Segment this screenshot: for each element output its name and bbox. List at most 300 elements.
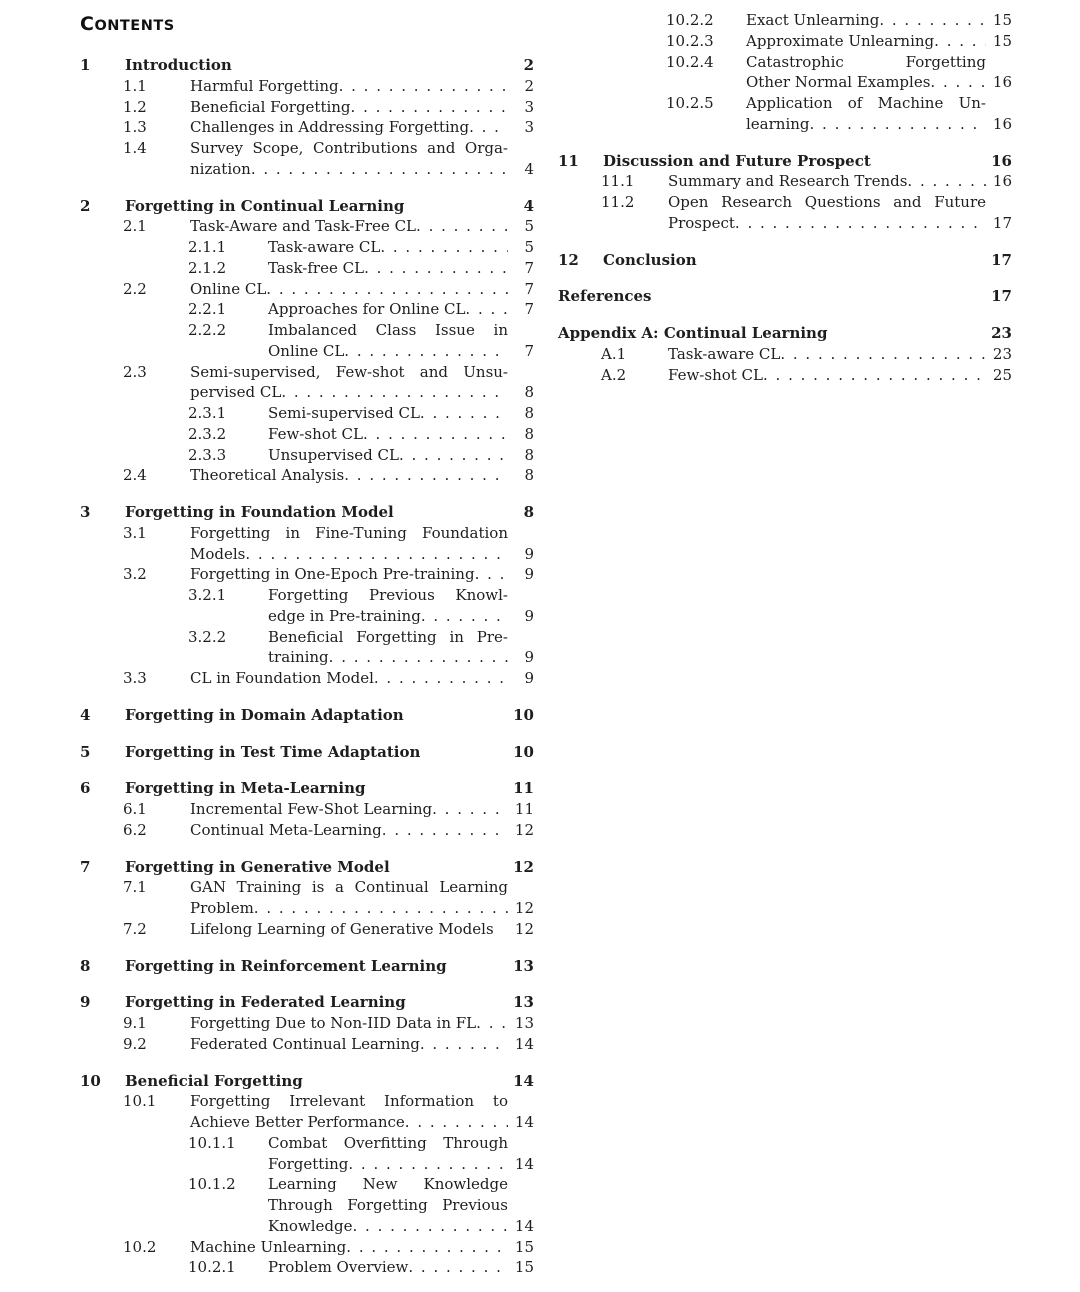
- toc-entry-number: 2.2: [123, 279, 147, 298]
- toc-entry-number: 12: [558, 250, 579, 269]
- toc-entry-title: Continual Meta-Learning: [190, 820, 382, 839]
- toc-entry-body: [746, 10, 1012, 31]
- toc-entry-body: [125, 55, 534, 76]
- toc-entry[interactable]: [80, 820, 534, 841]
- toc-entry-body: [668, 192, 1012, 234]
- toc-entry-body: [190, 279, 534, 300]
- toc-entry-body: [125, 742, 534, 763]
- toc-entry-body: [190, 1237, 534, 1258]
- toc-entry[interactable]: [80, 138, 534, 180]
- toc-entry-page: 12: [514, 899, 534, 917]
- toc-entry-body: [125, 1071, 534, 1092]
- toc-entry-body: [268, 1133, 534, 1175]
- toc-entry-number: 10.2.2: [666, 11, 714, 29]
- toc-entry-title: Online CL: [268, 341, 345, 360]
- toc-entry-page: 10: [513, 705, 534, 724]
- toc-entry[interactable]: [558, 344, 1012, 365]
- toc-entry-title: Approaches for Online CL: [268, 300, 466, 319]
- toc-entry[interactable]: [80, 445, 534, 466]
- toc-entry-page: 9: [524, 565, 534, 584]
- toc-entry[interactable]: [558, 250, 1012, 271]
- toc-entry-page: 8: [524, 424, 534, 443]
- toc-entry-page: 25: [992, 365, 1012, 384]
- toc-entry-number: 10.2: [123, 1237, 157, 1256]
- contents-heading-rest: ONTENTS: [94, 18, 175, 34]
- toc-entry-number: 1.4: [123, 139, 147, 157]
- toc-entry-body: [668, 171, 1012, 192]
- toc-entry-number: 5: [80, 742, 91, 761]
- toc-entry-page: 13: [513, 956, 534, 975]
- toc-entry-body: [268, 299, 534, 320]
- toc-entry-page: 9: [524, 544, 534, 563]
- toc-entry[interactable]: [80, 299, 534, 320]
- toc-entry[interactable]: [80, 627, 534, 669]
- toc-entry-page: 4: [523, 196, 534, 215]
- dot-leader: [329, 647, 508, 668]
- toc-entry-page: 8: [523, 503, 534, 521]
- toc-entry-body: [190, 216, 534, 237]
- toc-entry-page: 4: [524, 159, 534, 178]
- toc-entry-body: [125, 857, 534, 878]
- toc-entry-body: [190, 465, 534, 486]
- toc-entry[interactable]: [80, 403, 534, 424]
- toc-entry-title: Appendix A: Continual Learning: [558, 324, 828, 342]
- toc-entry-number: 2: [80, 196, 91, 215]
- toc-entry-title: Semi-supervised CL: [268, 404, 420, 422]
- dot-leader: [346, 1237, 508, 1258]
- toc-entry[interactable]: [80, 919, 534, 940]
- toc-entry-number: A.1: [601, 344, 627, 363]
- dot-leader: [930, 72, 986, 93]
- toc-entry-number: 4: [80, 705, 91, 724]
- dot-leader: [339, 76, 508, 97]
- toc-entry-title: Prospect: [668, 213, 735, 232]
- dot-leader: [416, 216, 508, 237]
- toc-entry-body: [190, 919, 534, 940]
- toc-entry[interactable]: [80, 857, 534, 878]
- toc-entry-number: 10.1.1: [188, 1133, 236, 1152]
- toc-entry-title-line: Learning New Knowledge: [268, 1175, 508, 1194]
- toc-entry-number: 10.2.3: [666, 31, 714, 50]
- toc-column-right: [558, 10, 1012, 1292]
- toc-entry-number: 2.2.1: [188, 300, 227, 319]
- toc-entry-page: 7: [524, 341, 534, 360]
- toc-entry-number: 3: [80, 503, 91, 521]
- toc-entry[interactable]: [80, 778, 534, 799]
- toc-entry-body: [190, 1091, 534, 1133]
- toc-entry[interactable]: [80, 279, 534, 300]
- toc-entry-body: [268, 1257, 534, 1278]
- toc-entry-title: Theoretical Analysis: [190, 466, 345, 485]
- toc-entry-number: 7.1: [123, 878, 147, 897]
- dot-leader: [465, 299, 508, 320]
- dot-leader: [763, 365, 986, 386]
- dot-leader: [364, 258, 508, 279]
- toc-entry[interactable]: [558, 93, 1012, 135]
- toc-entry[interactable]: [558, 52, 1012, 94]
- toc-entry-page: 15: [992, 11, 1012, 29]
- toc-entry-title: CL in Foundation Model: [190, 669, 374, 687]
- toc-entry-body: [125, 956, 534, 977]
- toc-entry-number: A.2: [601, 365, 627, 384]
- toc-entry-number: 7.2: [123, 919, 147, 938]
- toc-entry-body: [668, 365, 1012, 386]
- toc-column-left: [80, 10, 534, 1292]
- toc-entry-page: 5: [524, 217, 534, 236]
- toc-entry-number: 8: [80, 956, 91, 975]
- toc-entry-title: Few-shot CL: [268, 424, 363, 443]
- toc-entry-title-line: Forgetting Previous Knowl-: [268, 586, 508, 604]
- toc-entry-body: [190, 523, 534, 565]
- toc-entry-page: 8: [524, 445, 534, 464]
- toc-entry[interactable]: [80, 523, 534, 565]
- toc-entry-page: 2: [524, 76, 534, 95]
- toc-entry-number: 2.3: [123, 362, 147, 381]
- toc-entry[interactable]: [80, 1257, 534, 1278]
- dot-leader: [405, 1112, 508, 1133]
- toc-entry-page: 5: [524, 238, 534, 256]
- toc-entry-title-line: Combat Overfitting Through: [268, 1133, 508, 1152]
- toc-entry-body: [190, 117, 534, 138]
- toc-entry[interactable]: [80, 564, 534, 585]
- toc-entry[interactable]: [80, 362, 534, 404]
- toc-entry-title-line: GAN Training is a Continual Learning: [190, 878, 508, 897]
- toc-entry-number: 9.1: [123, 1014, 147, 1032]
- toc-entry-number: 9: [80, 993, 91, 1012]
- toc-entry-title: Task-Aware and Task-Free CL: [190, 217, 417, 236]
- toc-entry-number: 2.1: [123, 217, 147, 236]
- toc-entry-title: pervised CL: [190, 383, 282, 402]
- toc-entry-body: [268, 585, 534, 627]
- toc-entry-title: Beneficial Forgetting: [125, 1071, 303, 1090]
- toc-entry-number: 6: [80, 779, 91, 798]
- toc-entry-number: 1.1: [123, 76, 147, 95]
- toc-entry-title: Few-shot CL: [668, 365, 763, 384]
- toc-entry[interactable]: [558, 192, 1012, 234]
- dot-leader: [735, 213, 986, 234]
- toc-entry-page: 3: [524, 118, 534, 137]
- toc-entry[interactable]: [80, 216, 534, 237]
- toc-entry[interactable]: [558, 31, 1012, 52]
- toc-entry-page: 7: [524, 279, 534, 298]
- toc-entry-title: Approximate Unlearning: [746, 31, 935, 50]
- toc-entry-page: 9: [524, 669, 534, 687]
- toc-entry-title: Incremental Few-Shot Learning: [190, 800, 433, 818]
- toc-entry-title: Forgetting Due to Non-IID Data in FL: [190, 1014, 477, 1032]
- toc-entry[interactable]: [80, 799, 534, 820]
- toc-entry-number: 3.3: [123, 669, 147, 687]
- toc-entry-title-line: Catastrophic Forgetting: [746, 52, 986, 71]
- dot-leader: [421, 606, 508, 627]
- toc-entry-title: Federated Continual Learning: [190, 1034, 420, 1053]
- toc-entry-page: 16: [991, 151, 1012, 170]
- toc-entry-body: [190, 820, 534, 841]
- toc-entry-page: 23: [992, 344, 1012, 363]
- toc-entry[interactable]: [80, 585, 534, 627]
- toc-entry-number: 10.1: [123, 1092, 157, 1111]
- toc-entry-page: 15: [514, 1237, 534, 1256]
- dot-leader: [380, 237, 508, 258]
- toc-entry-title: Unsupervised CL: [268, 445, 399, 464]
- toc-entry[interactable]: [80, 1091, 534, 1133]
- toc-entry-body: [125, 196, 534, 217]
- toc-entry-title: Task-free CL: [268, 258, 365, 277]
- dot-leader: [254, 898, 508, 919]
- toc-entry-title: Forgetting in Test Time Adaptation: [125, 742, 421, 761]
- toc-entry[interactable]: [80, 742, 534, 763]
- toc-entry-body: [190, 362, 534, 404]
- toc-entry[interactable]: [80, 55, 534, 76]
- toc-entry-title: nization: [190, 159, 251, 178]
- toc-entry-title: Achieve Better Performance: [190, 1113, 405, 1131]
- toc-entry-title: Models: [190, 544, 246, 563]
- toc-entry-title: learning: [746, 114, 810, 133]
- toc-entry-body: [190, 76, 534, 97]
- toc-entry-body: [268, 320, 534, 362]
- dot-leader: [907, 171, 986, 192]
- toc-entry-page: 16: [992, 114, 1012, 133]
- toc-entry[interactable]: [80, 877, 534, 919]
- toc-entry-title: Forgetting in Domain Adaptation: [125, 705, 404, 724]
- toc-entry-number: 9.2: [123, 1034, 147, 1053]
- toc-entry-number: 1.2: [123, 97, 147, 116]
- toc-entry-page: 3: [524, 97, 534, 116]
- toc-entry[interactable]: [80, 320, 534, 362]
- dot-leader: [469, 117, 508, 138]
- toc-entry-number: 2.3.3: [188, 445, 227, 464]
- toc-entry-title-line: Beneficial Forgetting in Pre-: [268, 627, 508, 646]
- toc-entry-title: Forgetting in One-Epoch Pre-training: [190, 565, 475, 584]
- dot-leader: [810, 114, 986, 135]
- toc-entry-title: Machine Unlearning: [190, 1237, 347, 1256]
- toc-entry-number: 2.2.2: [188, 321, 227, 339]
- toc-entry-title-line: Semi-supervised, Few-shot and Unsu-: [190, 362, 508, 381]
- toc-entry-title: Forgetting in Reinforcement Learning: [125, 956, 447, 975]
- toc-entry-number: 7: [80, 857, 91, 876]
- toc-entry-title: training: [268, 648, 329, 667]
- toc-entry[interactable]: [80, 668, 534, 689]
- dot-leader: [266, 279, 508, 300]
- toc-entry[interactable]: [80, 258, 534, 279]
- toc-entry-title: Problem Overview: [268, 1258, 409, 1277]
- toc-entry-body: [603, 250, 1012, 271]
- toc-entry-number: 11: [558, 151, 579, 170]
- toc-entry[interactable]: [80, 117, 534, 138]
- toc-entry[interactable]: [80, 237, 534, 258]
- toc-entry-body: [746, 52, 1012, 94]
- toc-entry-page: 15: [514, 1258, 534, 1277]
- toc-entry[interactable]: [80, 1071, 534, 1092]
- toc-entry-page: 11: [513, 779, 534, 798]
- toc-entry-page: 23: [991, 324, 1012, 342]
- toc-entry-page: 16: [992, 172, 1012, 191]
- toc-entry-body: [190, 668, 534, 689]
- toc-entry-number: 10: [80, 1071, 101, 1090]
- toc-entry-title: Forgetting in Generative Model: [125, 857, 390, 876]
- toc-entry[interactable]: [80, 1013, 534, 1034]
- toc-entry-number: 11.1: [601, 172, 635, 191]
- toc-entry-page: 14: [514, 1216, 534, 1235]
- toc-entry-page: 2: [523, 56, 534, 74]
- toc-entry-body: [268, 237, 534, 258]
- toc-entry-number: 2.1.2: [188, 258, 227, 277]
- toc-entry-page: 11: [514, 800, 534, 818]
- toc-entry-page: 14: [514, 1113, 534, 1131]
- toc-entry-body: [558, 286, 1012, 307]
- dot-leader: [432, 799, 508, 820]
- toc-entry[interactable]: [558, 10, 1012, 31]
- toc-entry-title: Forgetting in Meta-Learning: [125, 779, 366, 798]
- toc-entry-body: [746, 93, 1012, 135]
- dot-leader: [281, 382, 508, 403]
- dot-leader: [420, 1034, 508, 1055]
- dot-leader: [351, 97, 508, 118]
- toc-entry-page: 10: [513, 742, 534, 761]
- dot-leader: [934, 31, 986, 52]
- toc-entry-body: [268, 424, 534, 445]
- toc-entry-number: 2.1.1: [188, 238, 227, 256]
- toc-entry-body: [190, 1034, 534, 1055]
- toc-entry-title-line: Open Research Questions and Future: [668, 193, 986, 211]
- dot-leader: [408, 1257, 508, 1278]
- toc-entry[interactable]: [80, 502, 534, 523]
- toc-entry-page: 17: [991, 287, 1012, 306]
- toc-entry-page: 13: [514, 1014, 534, 1032]
- toc-entry-page: 17: [992, 213, 1012, 232]
- toc-entry-title-line: Imbalanced Class Issue in: [268, 321, 508, 339]
- toc-entry-number: 3.1: [123, 523, 147, 542]
- toc-entry[interactable]: [80, 97, 534, 118]
- toc-entry[interactable]: [558, 323, 1012, 344]
- toc-entry-title: edge in Pre-training: [268, 606, 421, 625]
- toc-entry-page: 17: [991, 250, 1012, 269]
- toc-entry-number: 10.1.2: [188, 1175, 236, 1194]
- toc-entry-body: [558, 323, 1012, 344]
- dot-leader: [245, 544, 508, 565]
- toc-entry[interactable]: [80, 705, 534, 726]
- toc-entry[interactable]: [80, 465, 534, 486]
- toc-entry-body: [190, 564, 534, 585]
- toc-entry-title: Discussion and Future Prospect: [603, 151, 871, 170]
- toc-entry[interactable]: [80, 424, 534, 445]
- toc-entry[interactable]: [558, 171, 1012, 192]
- toc-entry[interactable]: [80, 992, 534, 1013]
- toc-entry[interactable]: [80, 196, 534, 217]
- toc-entry-body: [603, 151, 1012, 172]
- toc-entry-page: 16: [992, 73, 1012, 92]
- toc-entry-body: [190, 1013, 534, 1034]
- toc-entry-number: 2.3.1: [188, 404, 227, 422]
- toc-entry-title: Other Normal Examples: [746, 73, 931, 92]
- toc-entry-body: [190, 97, 534, 118]
- contents-heading: [80, 10, 534, 37]
- toc-entry[interactable]: [558, 365, 1012, 386]
- toc-entry-title: Challenges in Addressing Forgetting: [190, 118, 470, 137]
- toc-entry-title: Beneficial Forgetting: [190, 97, 351, 116]
- toc-entry-body: [268, 445, 534, 466]
- toc-entry-body: [268, 1174, 534, 1236]
- dot-leader: [348, 1154, 508, 1175]
- toc-entry-body: [125, 992, 534, 1013]
- toc-entry-title: Forgetting in Foundation Model: [125, 503, 394, 521]
- toc-entry-number: 10.2.5: [666, 94, 714, 112]
- dot-leader: [420, 403, 508, 424]
- toc-entry-page: 9: [524, 648, 534, 667]
- dot-leader: [780, 344, 986, 365]
- toc-entry-title-line: Through Forgetting Previous: [268, 1196, 508, 1214]
- dot-leader: [344, 341, 508, 362]
- toc-entry-body: [125, 778, 534, 799]
- dot-leader: [374, 668, 508, 689]
- toc-entry-number: 6.2: [123, 820, 147, 839]
- toc-entry-title: Summary and Research Trends: [668, 172, 908, 191]
- toc-entry-number: 10.2.1: [188, 1258, 236, 1277]
- toc-entry-page: 8: [524, 466, 534, 485]
- toc-entry-body: [125, 705, 534, 726]
- toc-entry-title: Forgetting in Continual Learning: [125, 196, 405, 215]
- toc-entry-title-line: Forgetting Irrelevant Information to: [190, 1092, 508, 1111]
- toc-entry-page: 14: [513, 1071, 534, 1090]
- toc-entry[interactable]: [80, 1174, 534, 1236]
- toc-entry-title-line: Forgetting in Fine-Tuning Foundation: [190, 523, 508, 542]
- dot-leader: [353, 1216, 509, 1237]
- toc-entry-body: [268, 627, 534, 669]
- toc-entry-number: 2.3.2: [188, 424, 227, 443]
- dot-leader: [363, 424, 508, 445]
- toc-entry-title: Task-aware CL: [668, 344, 781, 363]
- toc-entry[interactable]: [80, 1133, 534, 1175]
- toc-entry[interactable]: [80, 956, 534, 977]
- toc-entry-title: Problem: [190, 899, 254, 917]
- toc-entry-body: [190, 877, 534, 919]
- toc-entry-page: 7: [524, 300, 534, 319]
- toc-entry[interactable]: [558, 286, 1012, 307]
- toc-entry-title: Introduction: [125, 56, 232, 74]
- toc-entry-body: [268, 258, 534, 279]
- toc-entry-page: 15: [992, 31, 1012, 50]
- toc-entry-page: 13: [513, 993, 534, 1012]
- toc-entry-title: References: [558, 287, 652, 306]
- dot-leader: [344, 465, 508, 486]
- toc-entry[interactable]: [80, 1034, 534, 1055]
- toc-entry-title: Exact Unlearning: [746, 11, 880, 29]
- dot-leader: [251, 159, 508, 180]
- toc-entry-title: Forgetting: [268, 1154, 349, 1173]
- toc-entry-page: 14: [514, 1154, 534, 1173]
- toc-entry-page: 8: [524, 383, 534, 402]
- toc-entry-title-line: Survey Scope, Contributions and Orga-: [190, 139, 508, 157]
- toc-entry-body: [125, 502, 534, 523]
- toc-entry-title-line: Application of Machine Un-: [746, 94, 986, 112]
- toc-entry-title: Lifelong Learning of Generative Models: [190, 919, 494, 938]
- toc-entry-number: 2.4: [123, 466, 147, 485]
- toc-entry-title: Knowledge: [268, 1216, 353, 1235]
- contents-heading-initial: C: [80, 13, 95, 35]
- toc-entry[interactable]: [80, 1237, 534, 1258]
- toc-entry-page: 7: [524, 258, 534, 277]
- dot-leader: [879, 10, 986, 31]
- toc-entry-number: 1.3: [123, 118, 147, 137]
- toc-entry-page: 12: [513, 857, 534, 876]
- toc-entry[interactable]: [80, 76, 534, 97]
- toc-entry-page: 12: [514, 820, 534, 839]
- toc-entry-page: 9: [524, 606, 534, 625]
- toc-entry[interactable]: [558, 151, 1012, 172]
- dot-leader: [399, 445, 508, 466]
- dot-leader: [382, 820, 508, 841]
- toc-entry-title: Conclusion: [603, 250, 697, 269]
- toc-entry-page: 8: [524, 404, 534, 422]
